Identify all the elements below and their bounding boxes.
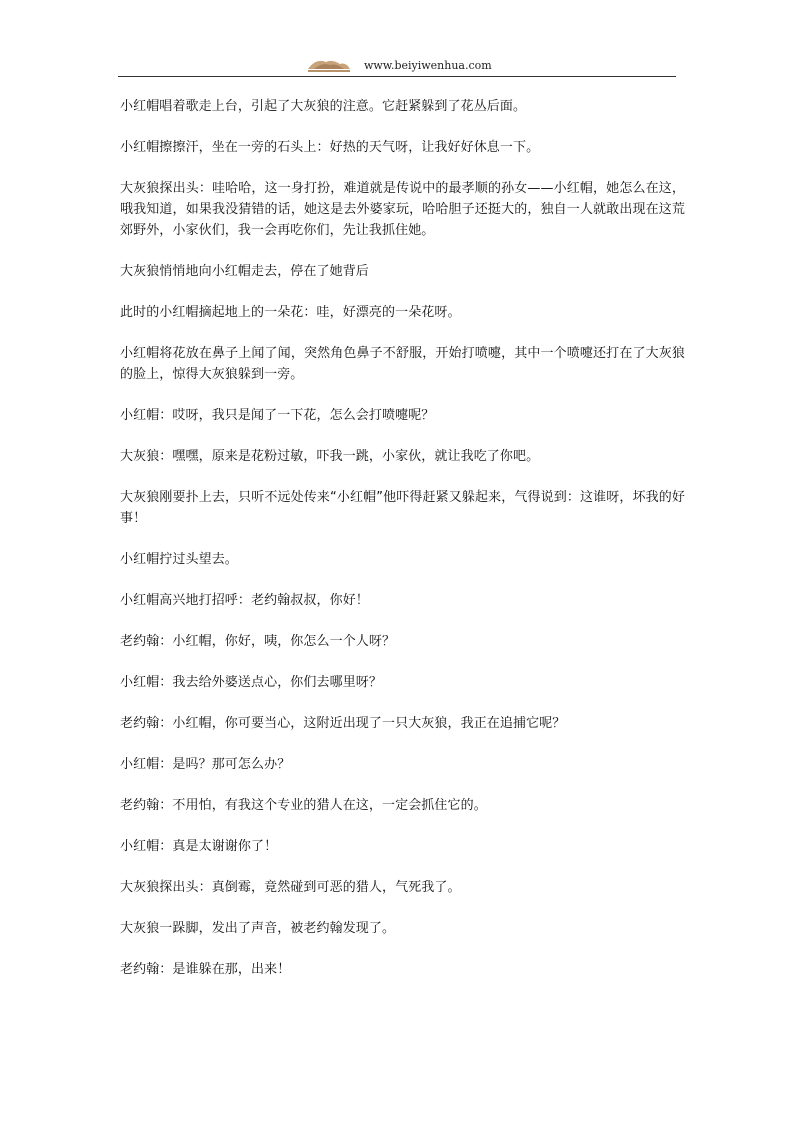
- paragraph: 老约翰：小红帽，你可要当心，这附近出现了一只大灰狼，我正在追捕它呢？: [120, 716, 566, 731]
- paragraph: 大灰狼探出头：哇哈哈，这一身打扮，难道就是传说中的最孝顺的孙女——小红帽，她怎么在这，哦我知道，如果我没猜错的话，她这是去外婆家玩，哈哈胆子还挺大的，独自一人就敢出现在这荒郊野外，小家伙们，我一会再吃你们，先让我抓住她。: [120, 181, 685, 238]
- paragraph: 小红帽：是吗？那可怎么办？: [120, 757, 291, 772]
- paragraph: 小红帽擦擦汗，坐在一旁的石头上：好热的天气呀，让我好好休息一下。: [120, 140, 540, 155]
- paragraph: 小红帽：哎呀，我只是闻了一下花，怎么会打喷嚏呢？: [120, 408, 435, 423]
- page-header: [118, 56, 676, 78]
- paragraph: 此时的小红帽摘起地上的一朵花：哇，好漂亮的一朵花呀。: [120, 305, 461, 320]
- header-divider: [118, 76, 676, 77]
- paragraph: 老约翰：是谁躲在那，出来！: [120, 962, 291, 977]
- paragraph: 大灰狼：嘿嘿，原来是花粉过敏，吓我一跳，小家伙，就让我吃了你吧。: [120, 449, 540, 464]
- paragraph: 大灰狼刚要扑上去，只听不远处传来“小红帽”他吓得赶紧又躲起来，气得说到：这谁呀，坏我的好事！: [120, 490, 685, 526]
- site-url: www.beiyiwenhua.com: [364, 59, 492, 72]
- paragraph: 小红帽：真是太谢谢你了！: [120, 839, 278, 854]
- paragraph: 大灰狼悄悄地向小红帽走去，停在了她背后: [120, 264, 369, 279]
- paragraph: 小红帽唱着歌走上台，引起了大灰狼的注意。它赶紧躲到了花丛后面。: [120, 99, 527, 114]
- beiyiwenhua-logo-icon: [304, 56, 354, 74]
- paragraph: 小红帽：我去给外婆送点心，你们去哪里呀？: [120, 675, 383, 690]
- paragraph: 大灰狼探出头：真倒霉，竟然碰到可恶的猎人，气死我了。: [120, 880, 461, 895]
- paragraph: 大灰狼一跺脚，发出了声音，被老约翰发现了。: [120, 921, 396, 936]
- paragraph: 小红帽将花放在鼻子上闻了闻，突然角色鼻子不舒服，开始打喷嚏，其中一个喷嚏还打在了大灰狼的脸上，惊得大灰狼躲到一旁。: [120, 346, 685, 382]
- paragraph: 老约翰：小红帽，你好，咦，你怎么一个人呀？: [120, 634, 396, 649]
- paragraph: 小红帽拧过头望去。: [120, 552, 238, 567]
- document-body: [120, 96, 685, 1000]
- paragraph: 老约翰：不用怕，有我这个专业的猎人在这，一定会抓住它的。: [120, 798, 487, 813]
- paragraph: 小红帽高兴地打招呼：老约翰叔叔，你好！: [120, 593, 369, 608]
